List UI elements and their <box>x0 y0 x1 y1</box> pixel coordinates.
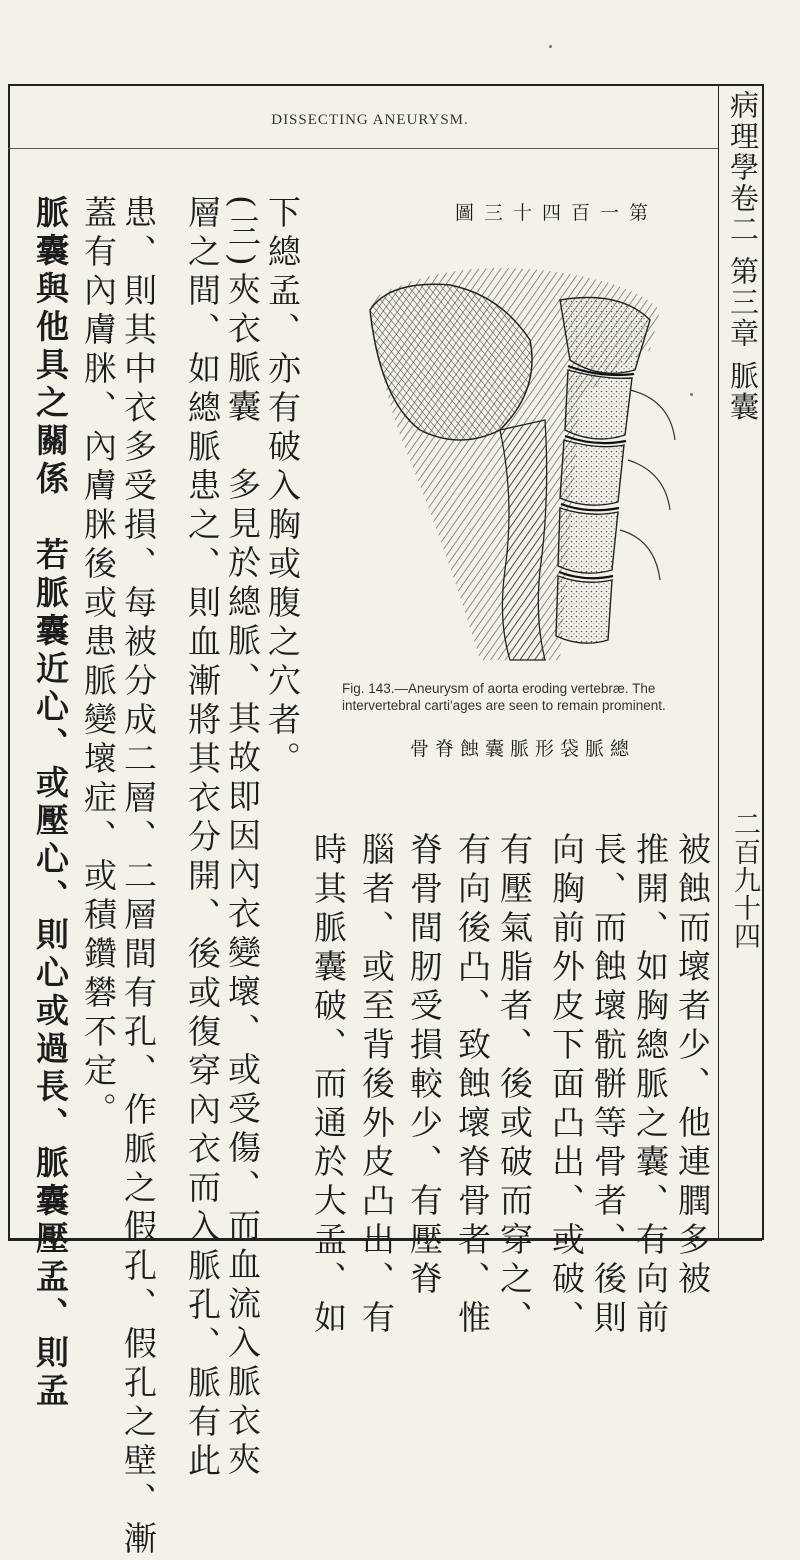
body-column-2: (三)夾衣脈囊 多見於總脈、其故即因內衣變壞、或受傷、而血流入脈衣夾 <box>223 195 262 1481</box>
side-page-number: 二百九十四 <box>729 810 760 950</box>
scan-speck <box>549 45 552 48</box>
lower-column-6: 有向後凸、致蝕壞脊骨者、惟 <box>453 832 492 1339</box>
lower-column-7: 脊骨間肕受損較少、有壓脊 <box>405 832 444 1300</box>
lower-column-4: 向胸前外皮下面凸出、或破、 <box>547 832 586 1339</box>
body-column-6-heading: 脈囊與他具之關係 若脈囊近心、或壓心、則心或過長、脈囊壓孟、則孟 <box>31 195 70 1411</box>
running-title: DISSECTING ANEURYSM. <box>271 112 469 128</box>
lower-column-5: 有壓氣脂者、後或破而穿之、 <box>495 832 534 1339</box>
aneurysm-illustration <box>330 240 680 670</box>
body-column-5: 蓋有內膚脒、內膚脒後或患脈變壞症、或積鑽礬不定。 <box>79 195 118 1131</box>
lower-column-1: 被蝕而壞者少、他連膶多被 <box>673 832 712 1300</box>
lower-column-2: 推開、如胸總脈之囊、有向前 <box>631 832 670 1339</box>
body-column-3: 層之間、如總脈患之、則血漸將其衣分開、後或復穿內衣而入脈孔、脈有此 <box>183 195 222 1482</box>
lower-column-3: 長、而蝕壞骯骿等骨者、後則 <box>589 832 628 1339</box>
body-column-4: 患、則其中衣多受損、每被分成二層、二層間有孔、作脈之假孔、假孔之壁、漸 <box>119 195 158 1560</box>
body-column-1: 下總孟、亦有破入胸或腹之穴者。 <box>263 195 302 780</box>
frame-left-rule <box>8 84 10 1240</box>
figure-number-label: 第一百四十三圖 <box>455 202 659 224</box>
header-rule <box>8 148 718 149</box>
aneurysm-figure <box>330 240 680 670</box>
frame-right-rule <box>762 84 764 1240</box>
side-margin-rule <box>718 84 719 1240</box>
lower-column-8: 腦者、或至背後外皮凸出、有 <box>357 832 396 1339</box>
lower-column-9: 時其脈囊破、而通於大孟、如 <box>309 832 348 1339</box>
frame-top-rule <box>8 84 762 86</box>
side-book-title: 病理學卷二 第三章 脈囊 <box>726 90 760 423</box>
scan-speck <box>690 393 693 396</box>
figure-caption-chinese: 總脈袋形脈囊蝕脊骨 <box>410 738 636 760</box>
figure-caption-english: Fig. 143.—Aneurysm of aorta eroding vertebræ. The intervertebral carti'ages are seen to remain prominent. <box>342 681 666 713</box>
